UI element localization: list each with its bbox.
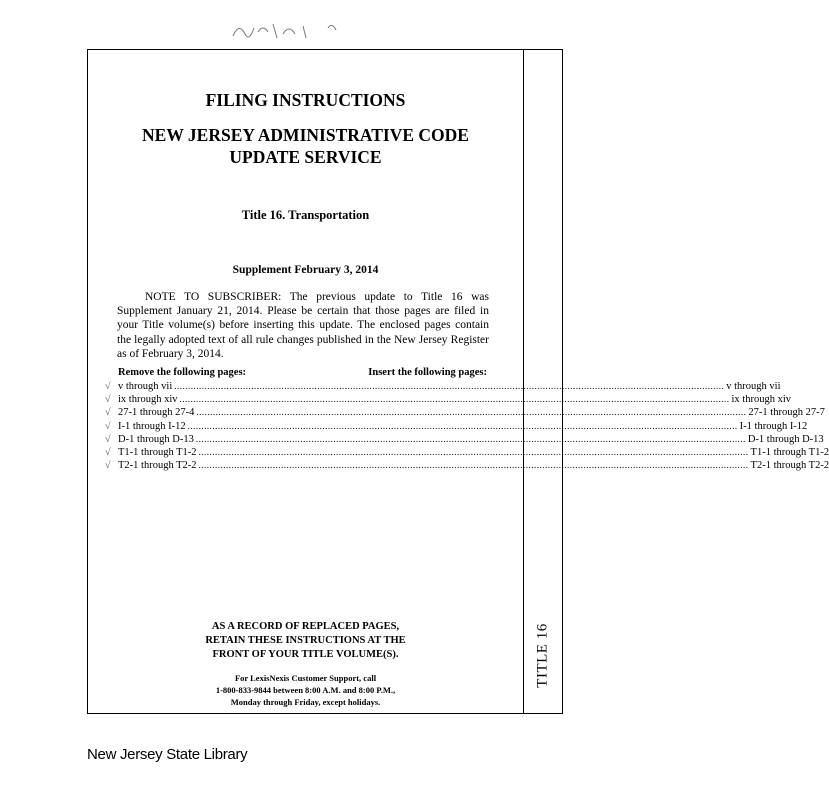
dot-leader: ........................................................................................................................................................................................................ — [174, 381, 725, 391]
remove-pages: T2-1 through T2-2 — [118, 460, 197, 472]
list-row — [105, 446, 829, 460]
customer-support-info — [88, 672, 523, 708]
library-stamp: New Jersey State Library — [87, 746, 248, 763]
heading-filing-instructions: FILING INSTRUCTIONS — [205, 90, 406, 110]
list-row — [105, 433, 824, 447]
support-line-3: Monday through Friday, except holidays. — [230, 697, 381, 707]
insert-pages: D-1 through D-13 — [747, 433, 824, 445]
dot-leader: ........................................................................................................................................................................................................ — [179, 394, 730, 405]
record-line-3: FRONT OF YOUR TITLE VOLUME(S). — [212, 649, 399, 660]
checkmark-icon: √ — [105, 433, 111, 445]
tab-divider — [523, 50, 524, 713]
checkmark-icon: √ — [105, 394, 111, 406]
remove-header: Remove the following pages: — [118, 367, 247, 378]
heading-code-name: NEW JERSEY ADMINISTRATIVE CODE — [142, 125, 469, 145]
page-replacement-list — [105, 367, 829, 473]
support-line-1: For LexisNexis Customer Support, call — [234, 673, 377, 683]
record-line-2: RETAIN THESE INSTRUCTIONS AT THE — [205, 635, 406, 646]
dot-leader: ........................................................................................................................................................................................................ — [198, 460, 749, 471]
remove-pages: T1-1 through T1-2 — [118, 446, 197, 458]
insert-pages: 27-1 through 27-7 — [748, 407, 825, 419]
insert-pages: ix through xiv — [731, 394, 791, 406]
supplement-date: Supplement February 3, 2014 — [232, 264, 379, 276]
remove-pages: D-1 through D-13 — [118, 433, 194, 445]
instruction-frame — [87, 49, 829, 714]
list-row — [105, 407, 825, 420]
record-notice — [88, 620, 523, 662]
checkmark-icon: √ — [105, 407, 111, 419]
subscriber-note: NOTE TO SUBSCRIBER: The previous update to Title 16 was Supplement January 21, 2014. Please be certain that those pages are filed in your Title volume(s) before inserting this update. The enclosed pages contain the legally adopted text of all rule changes published in the New Jersey Register as of February 3, 2014. — [117, 291, 489, 360]
support-line-2: 1-800-833-9844 between 8:00 A.M. and 8:00 P.M., — [215, 685, 396, 695]
remove-pages: 27-1 through 27-4 — [118, 407, 195, 419]
list-row — [105, 420, 808, 434]
list-rows — [105, 381, 829, 473]
list-row — [105, 394, 791, 407]
remove-pages: ix through xiv — [118, 394, 178, 406]
list-row — [105, 381, 781, 394]
side-tab — [525, 600, 561, 710]
insert-pages: v through vii — [726, 381, 781, 392]
checkmark-icon: √ — [105, 460, 111, 472]
side-tab-label: TITLE 16 — [534, 622, 551, 688]
main-content — [88, 50, 829, 713]
dot-leader: ........................................................................................................................................................................................................ — [198, 446, 749, 457]
dot-leader: ........................................................................................................................................................................................................ — [195, 433, 746, 444]
handwritten-mark — [228, 14, 358, 44]
insert-pages: T2-1 through T2-2 — [750, 460, 829, 472]
remove-pages: I-1 through I-12 — [118, 420, 186, 432]
remove-pages: v through vii — [118, 381, 173, 392]
record-line-1: AS A RECORD OF REPLACED PAGES, — [211, 621, 400, 632]
insert-pages: I-1 through I-12 — [739, 420, 808, 432]
dot-leader: ........................................................................................................................................................................................................ — [196, 407, 747, 418]
list-row — [105, 460, 829, 473]
checkmark-icon: √ — [105, 381, 111, 392]
checkmark-icon: √ — [105, 420, 111, 432]
checkmark-icon: √ — [105, 446, 111, 458]
title-label: Title 16. Transportation — [241, 208, 370, 222]
dot-leader: ........................................................................................................................................................................................................ — [187, 420, 738, 431]
insert-header: Insert the following pages: — [368, 367, 487, 378]
heading-update-service: UPDATE SERVICE — [229, 147, 382, 167]
insert-pages: T1-1 through T1-2 — [750, 446, 829, 458]
list-header — [118, 367, 487, 381]
